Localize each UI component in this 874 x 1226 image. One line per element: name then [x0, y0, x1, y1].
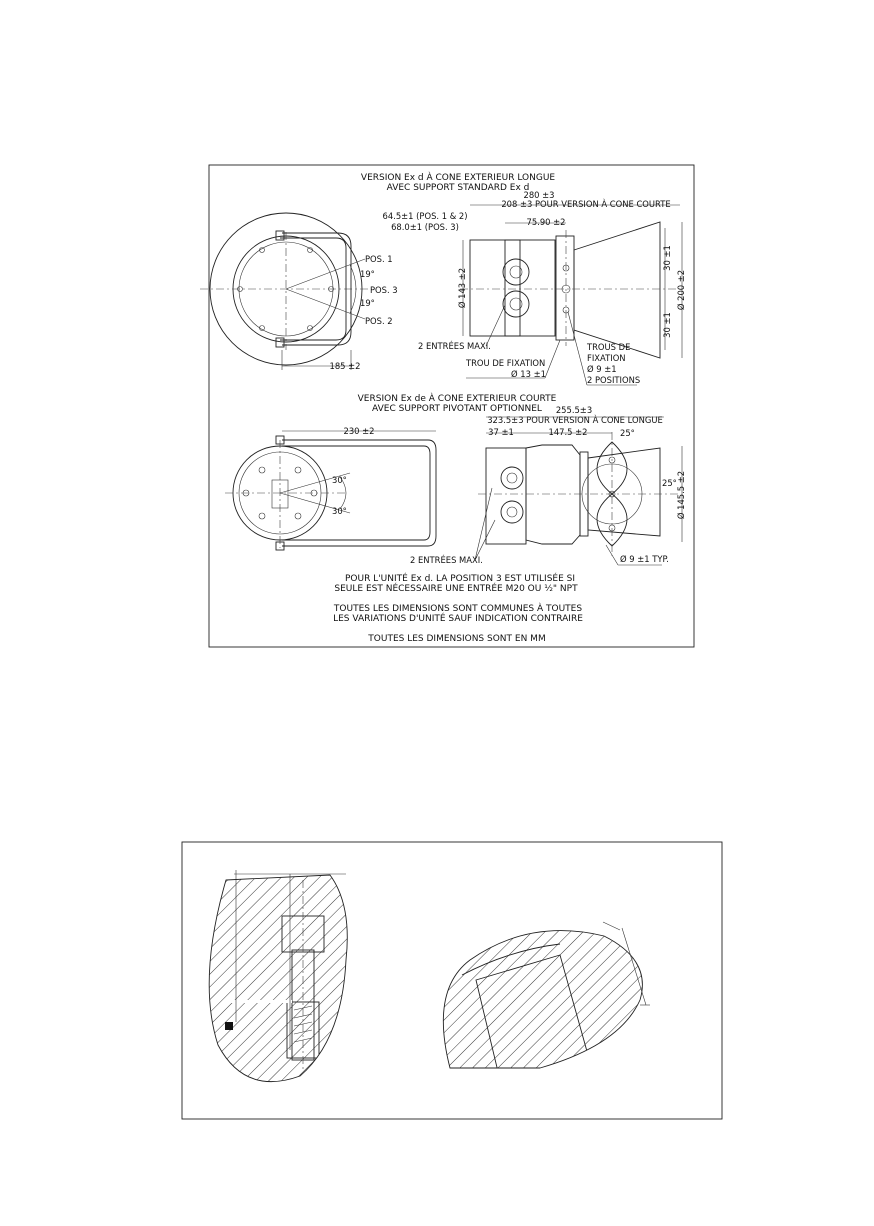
top-entries-label: 2 ENTRÉES MAXI.	[418, 341, 491, 351]
pos1-label: POS. 1	[365, 254, 393, 264]
fix-holes-positions: 2 POSITIONS	[587, 375, 641, 385]
dim-68: 68.0±1 (POS. 3)	[391, 222, 459, 232]
bottom-title-line1: VERSION Ex de À CONE EXTERIEUR COURTE	[357, 394, 557, 404]
note1-line1: POUR L'UNITÉ Ex d. LA POSITION 3 EST UTILISÉE SI	[344, 574, 576, 584]
top-side-view	[460, 222, 680, 358]
dim-30-upper: 30 ±1	[662, 245, 672, 271]
dim-147: 147.5 ±2	[548, 427, 588, 437]
dim-280: 280 ±3	[523, 190, 555, 200]
dim-230: 230 ±2	[343, 426, 375, 436]
angle-19-upper: 19°	[360, 269, 375, 279]
note3: TOUTES LES DIMENSIONS SONT EN MM	[368, 634, 546, 644]
fix-holes-label-2: FIXATION	[587, 353, 626, 363]
note1-line2: SEULE EST NÉCESSAIRE UNE ENTRÉE M20 OU ½" NPT	[334, 584, 578, 594]
dim-75: 75.90 ±2	[526, 217, 566, 227]
angle-25-right: 25°	[662, 478, 677, 488]
top-front-view	[200, 213, 372, 365]
bottom-side-view	[478, 432, 680, 556]
angle-19-lower: 19°	[360, 298, 375, 308]
fix-hole-dim: Ø 13 ±1	[511, 369, 546, 379]
holes-typ-label: Ø 9 ±1 TYP.	[620, 554, 669, 564]
top-title-line2: AVEC SUPPORT STANDARD Ex d	[386, 183, 530, 193]
dim-200: Ø 200 ±2	[676, 269, 686, 311]
cone-section-detail	[430, 920, 660, 1080]
fix-holes-label-1: TROUS DE	[587, 342, 631, 352]
dim-30-lower: 30 ±1	[662, 312, 672, 338]
pos2-label: POS. 2	[365, 316, 393, 326]
fix-hole-label: TROU DE FIXATION	[466, 358, 546, 368]
dim-143: Ø 143 ±2	[457, 267, 467, 309]
dim-185: 185 ±2	[329, 361, 361, 371]
angle-30-lower: 30°	[332, 506, 347, 516]
bottom-front-view	[225, 436, 436, 550]
dim-208: 208 ±3 POUR VERSION À CONE COURTE	[501, 199, 671, 209]
dim-255: 255.5±3	[555, 405, 593, 415]
dim-145: Ø 145.5 ±2	[676, 470, 686, 520]
note2-line1: TOUTES LES DIMENSIONS SONT COMMUNES À TOUTES	[333, 604, 583, 614]
dim-37: 37 ±1	[488, 427, 514, 437]
fix-holes-dim: Ø 9 ±1	[587, 364, 617, 374]
dim-323: 323.5±3 POUR VERSION À CONE LONGUE	[487, 415, 663, 425]
dim-64: 64.5±1 (POS. 1 & 2)	[382, 211, 468, 221]
bottom-entries-label: 2 ENTRÉES MAXI.	[410, 555, 483, 565]
top-title-line1: VERSION Ex d À CONE EXTERIEUR LONGUE	[360, 173, 556, 183]
note2-line2: LES VARIATIONS D'UNITÉ SAUF INDICATION CONTRAIRE	[333, 614, 583, 624]
bottom-title-line2: AVEC SUPPORT PIVOTANT OPTIONNEL	[372, 404, 542, 414]
angle-25-upper: 25°	[620, 428, 635, 438]
bolt-section-detail	[190, 870, 370, 1100]
angle-30-upper: 30°	[332, 475, 347, 485]
pos3-label: POS. 3	[370, 285, 398, 295]
